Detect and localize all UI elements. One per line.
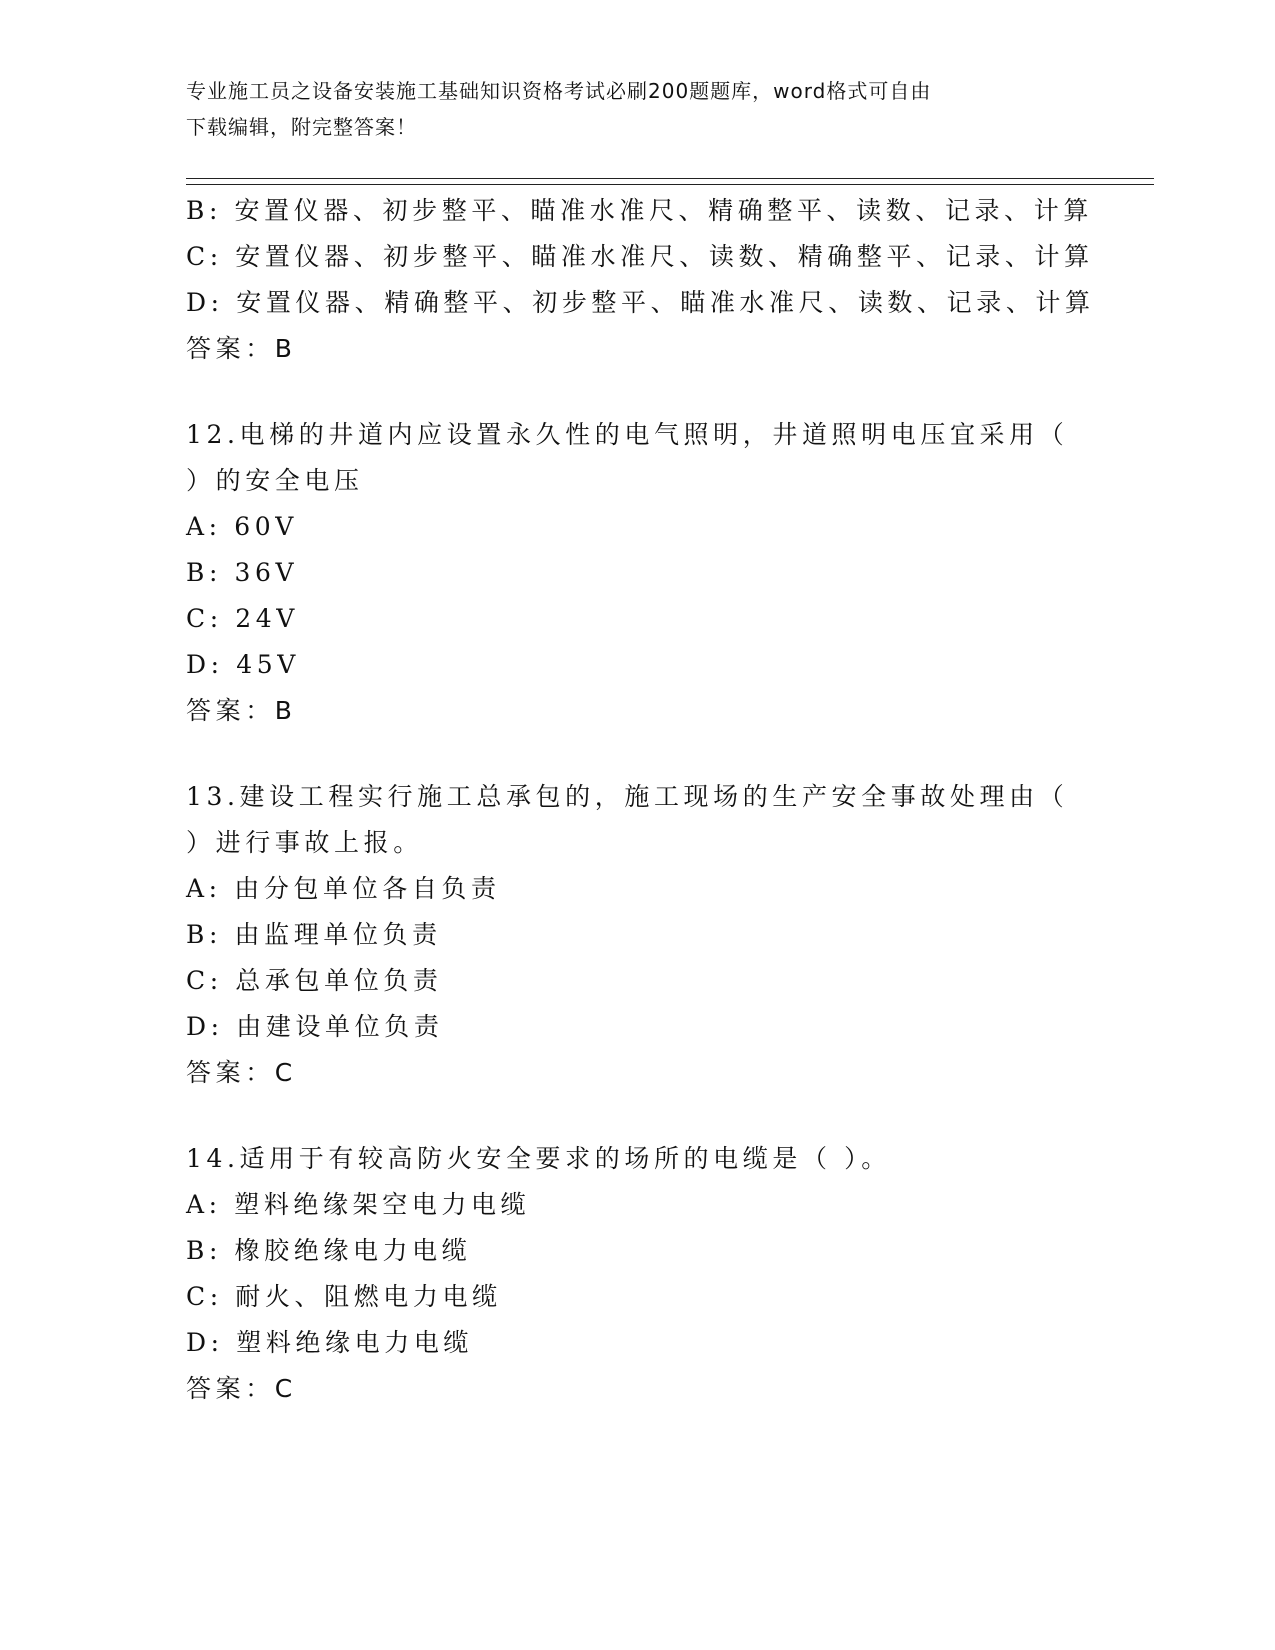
document-body (186, 188, 1095, 1412)
question-13 (186, 774, 1086, 1096)
option-c: C: 安置仪器、初步整平、瞄准水准尺、读数、精确整平、记录、计算 (186, 242, 1094, 271)
spacer (186, 372, 1086, 412)
option-b: B: 安置仪器、初步整平、瞄准水准尺、精确整平、读数、记录、计算 (186, 196, 1093, 225)
question-14 (186, 1136, 1086, 1412)
question-stem-line-2: ）的安全电压 (186, 466, 364, 495)
question-stem-line-1: 14.适用于有较高防火安全要求的场所的电缆是（ ）。 (186, 1144, 891, 1173)
option-a: A: 塑料绝缘架空电力电缆 (186, 1190, 531, 1219)
option-c: C: 总承包单位负责 (186, 966, 443, 995)
question-12 (186, 412, 1086, 734)
option-c: C: 24V (186, 604, 299, 633)
spacer (186, 1096, 1086, 1136)
header-divider-top (186, 178, 1154, 179)
question-stem-line-1: 13.建设工程实行施工总承包的，施工现场的生产安全事故处理由（ (186, 782, 1069, 811)
option-b: B: 橡胶绝缘电力电缆 (186, 1236, 472, 1265)
option-b: B: 由监理单位负责 (186, 920, 442, 949)
header-line-1: 专业施工员之设备安装施工基础知识资格考试必刷200题题库，word格式可自由 (186, 79, 932, 103)
header-line-2: 下载编辑，附完整答案！ (186, 115, 417, 139)
answer: 答案：B (186, 696, 297, 725)
question-11 (186, 188, 1095, 372)
option-d: D: 塑料绝缘电力电缆 (186, 1328, 474, 1357)
option-a: A: 由分包单位各自负责 (186, 874, 501, 903)
header-divider-bottom (186, 184, 1154, 185)
document-header (186, 73, 1086, 145)
option-c: C: 耐火、阻燃电力电缆 (186, 1282, 502, 1311)
spacer (186, 734, 1086, 774)
question-stem-line-1: 12.电梯的井道内应设置永久性的电气照明，井道照明电压宜采用（ (186, 420, 1069, 449)
option-b: B: 36V (186, 558, 299, 587)
option-a: A: 60V (186, 512, 298, 541)
question-stem-line-2: ）进行事故上报。 (186, 828, 423, 857)
option-d: D: 45V (186, 650, 300, 679)
answer: 答案：C (186, 1058, 297, 1087)
answer: 答案：B (186, 334, 297, 363)
option-d: D: 由建设单位负责 (186, 1012, 444, 1041)
option-d: D: 安置仪器、精确整平、初步整平、瞄准水准尺、读数、记录、计算 (186, 288, 1095, 317)
answer: 答案：C (186, 1374, 297, 1403)
